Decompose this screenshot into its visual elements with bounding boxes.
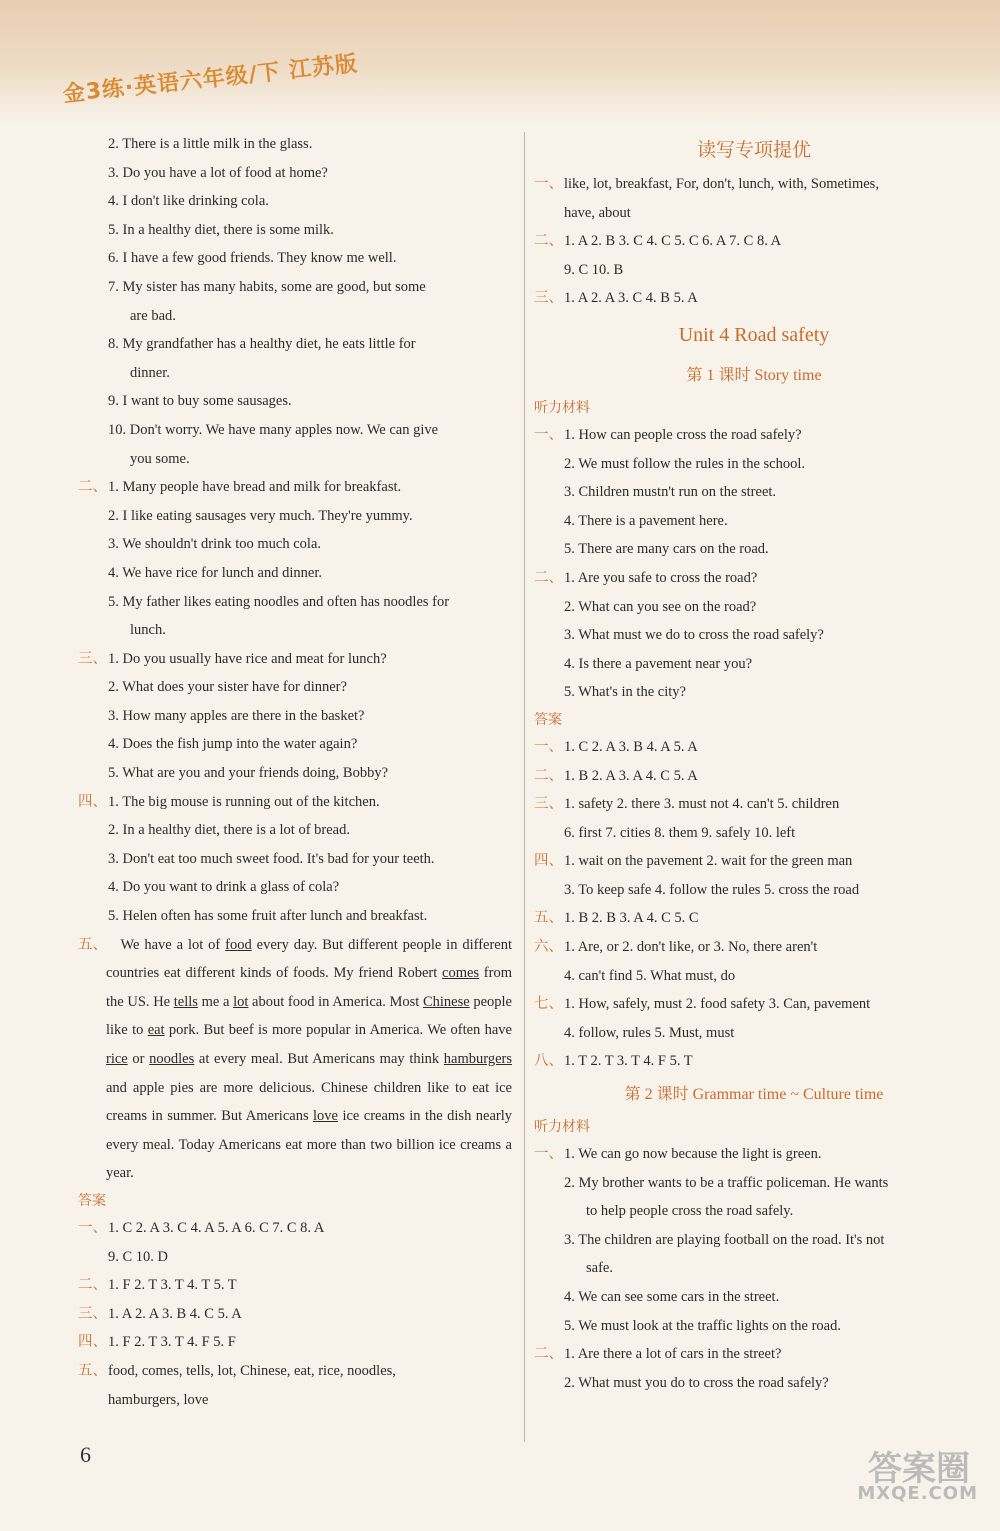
item-text: How many apples are there in the basket? [122,707,365,724]
left-column: 2. There is a little milk in the glass. 3. Do you have a lot of food at home? 4. I don't like drinking cola. 5. In a healthy diet, there is some milk. 6. I have a few good friends. They know me well. 7. My sister has many habits, some are good, but some are bad. 8. My grandfather has a healthy diet, he eats little for dinner. 9. I want to buy some sausages. 10. Don't worry. We have many apples now. We can give you some. 二、 1. Many people have bread and milk for breakfast. 2. I like eating sausages very much. They're yummy. 3. We shouldn't drink too much cola. 4. We have rice for lunch and dinner. 5. My father likes eating noodles and often has noodles for lunch. 三、 1. Do you usually have rice and meat for lunch? 2. What does your sister have for dinner? 3. How many apples are there in the basket? 4. Does the fish jump into the water again? 5. What are you and your friends doing, Bobby? 四、 1. The big mouse is running out of the kitchen. 2. In a healthy diet, there is a lot of bread. 3. Don't eat too much sweet food. It's bad for your teeth. 4. Do you want to drink a glass of cola? 5. Helen often has some fruit after lunch and breakfast. 五、 We have a lot of food every day. But different people in different countries eat different kinds of foods. My friend Robert comes from the US. He tells me a lot about food in America. Most Chinese people like to eat pork. But beef is more popular in America. We often have rice or noodles at every meal. But Americans may think hamburgers and apple pies are more delicious. Chinese children like to eat ice creams in summer. But Americans love ice creams in the dish nearly every meal. Today Americans eat more than two billion ice creams a year. 答案 一、 1. C 2. A 3. C 4. A 5. A 6. C 7. C 8. A 9. C 10. D 二、 1. F 2. T 3. T 4. T 5. T 三、 1. A 2. A 3. B 4. C 5. A 四、 1. F 2. T 3. T 4. F 5. F 五、 food, comes, tells, lot, Chinese, eat, rice, noodles, hamburgers, love [78,130,512,1414]
item-text: We can see some cars in the street. [578,1289,780,1305]
item-number: 3. [108,164,119,181]
item-continuation: you some. [130,450,190,467]
item-text: Children mustn't run on the street. [578,484,777,501]
item-number: 1. [564,426,575,443]
item-number: 5. [564,684,575,701]
item-text: Don't worry. We have many apples now. We can give [129,421,439,438]
lesson-1-section-1 [534,421,974,564]
item-text: My grandfather has a healthy diet, he eats little for [122,336,416,353]
section-4 [78,788,512,931]
answer-row [78,1271,512,1300]
item-text: We shouldn't drink too much cola. [122,536,322,553]
passage-text: about food in America. Most [248,993,423,1010]
section-mark: 一、 [78,1219,107,1236]
answer-text: 1. F 2. T 3. T 4. T 5. T [108,1277,237,1294]
item-text: Do you usually have rice and meat for lunch? [122,650,387,667]
answer-row [534,733,974,762]
answers-label: 答案 [534,711,562,728]
answer-text: 1. Are, or 2. don't like, or 3. No, there aren't [564,939,818,956]
answer-text: food, comes, tells, lot, Chinese, eat, rice, noodles, [108,1362,396,1379]
section-mark: 一、 [534,1146,563,1163]
section-mark: 三、 [534,290,563,307]
lesson-1-answers [534,733,974,1076]
list-item [78,416,512,445]
passage-text: and apple pies are more delicious. Chinese children like to eat ice creams in summer. But Americans [106,1079,512,1125]
answer-continuation: 6. first 7. cities 8. them 9. safely 10. left [564,824,796,841]
passage-text: We have a lot of [120,936,226,953]
item-text: In a healthy diet, there is some milk. [122,221,334,238]
answer-text: 1. A 2. B 3. C 4. C 5. C 6. A 7. C 8. A [564,233,782,250]
section-mark: 二、 [534,233,563,250]
answer-continuation: 9. C 10. B [564,261,624,278]
section-mark: 四、 [534,853,563,870]
item-text: Do you want to drink a glass of cola? [122,879,340,896]
answer-row [78,1357,512,1386]
list-item [78,502,512,531]
item-number: 3. [564,1231,575,1248]
section-mark: 七、 [534,996,563,1013]
answers-label: 答案 [78,1192,106,1209]
item-number: 1. [108,793,119,810]
item-number: 4. [564,512,575,529]
item-number: 4. [108,736,119,753]
blank-answer: noodles [149,1051,195,1067]
list-item [78,130,512,159]
item-text: We can go now because the light is green. [578,1146,822,1163]
item-number: 1. [108,650,119,667]
item-number: 2. [108,679,119,696]
item-number: 4. [108,564,119,581]
item-number: 2. [564,1374,575,1391]
passage-text: pork. But beef is more popular in America. We often have [164,1022,512,1039]
lesson-1-title: 第 1 课时 Story time [686,366,822,384]
blank-answer: love [313,1108,338,1125]
answer-text: like, lot, breakfast, For, don't, lunch, with, Sometimes, [564,176,879,192]
list-item [78,816,512,845]
lesson-1-section-2 [534,564,974,707]
item-continuation: to help people cross the road safely. [586,1203,794,1220]
list-item [78,187,512,216]
item-number: 9. [108,393,119,410]
section-mark: 三、 [78,650,107,667]
item-text: My brother wants to be a traffic policeman. He wants [578,1174,889,1191]
list-item [78,645,512,674]
section-mark: 二、 [78,479,107,496]
item-number: 7. [108,278,119,295]
answer-continuation: 9. C 10. D [108,1248,169,1265]
item-number: 5. [108,221,119,238]
item-text: There is a pavement here. [578,512,728,529]
item-continuation: lunch. [130,622,166,639]
section-mark: 六、 [534,939,563,956]
section-mark: 五、 [78,1362,107,1379]
answer-row [534,933,974,962]
list-item [78,244,512,273]
answer-text: 1. safety 2. there 3. must not 4. can't 5. children [564,796,840,813]
answer-text: 1. B 2. B 3. A 4. C 5. C [564,910,699,927]
answer-row [78,1300,512,1329]
list-item [534,478,974,507]
blank-answer: eat [147,1022,165,1039]
passage [78,931,512,1188]
list-item [78,159,512,188]
list-item [78,273,512,302]
list-item [534,1226,974,1255]
blank-answer: food [225,936,252,953]
list-item [534,1369,974,1398]
section-title: 读写专项提优 [696,139,811,161]
blank-answer: rice [106,1051,128,1067]
answer-row [78,1214,512,1243]
reading-writing-answers [534,170,974,313]
lesson-2-section-2 [534,1340,974,1397]
item-text: Are there a lot of cars in the street? [577,1346,782,1363]
section-mark: 二、 [534,767,563,784]
item-number: 6. [108,250,119,267]
item-number: 10. [108,421,127,438]
item-text: There are many cars on the road. [578,541,769,558]
item-text: The children are playing football on the road. It's not [578,1231,885,1248]
section-3 [78,645,512,788]
section-mark: 二、 [534,1346,563,1363]
item-text: What are you and your friends doing, Bobby? [122,765,389,782]
item-number: 1. [564,1346,575,1363]
item-text: Are you safe to cross the road? [577,569,758,586]
item-continuation: dinner. [130,364,170,381]
list-item [534,564,974,593]
answer-row [534,284,974,313]
passage-text: ice creams in the dish nearly every meal. Today Americans eat more than two billion ice creams a year. [106,1108,512,1182]
item-text: Is there a pavement near you? [578,655,753,672]
item-number: 2. [108,136,119,152]
section-mark: 三、 [78,1305,107,1322]
item-number: 2. [108,507,119,524]
item-number: 4. [564,1289,575,1305]
list-item [78,673,512,702]
passage-text: at every meal. But Americans may think [194,1051,444,1067]
list-item [78,730,512,759]
answer-text: 1. B 2. A 3. A 4. C 5. A [564,767,698,784]
item-number: 3. [564,484,575,501]
section-mark: 一、 [534,738,563,755]
answer-row [534,170,974,199]
section-mark: 五、 [534,910,563,927]
passage-text: from the US. He [106,965,512,1010]
item-text: I don't like drinking cola. [122,193,269,210]
item-number: 3. [564,627,575,644]
item-text: I like eating sausages very much. They're yummy. [122,507,413,524]
blank-answer: Chinese [422,993,470,1010]
answer-continuation: 4. can't find 5. What must, do [564,967,736,984]
list-item [534,535,974,564]
item-number: 8. [108,336,119,353]
item-text: How can people cross the road safely? [578,426,802,443]
listening-label: 听力材料 [534,399,590,416]
item-number: 5. [108,593,119,610]
section-mark: 三、 [534,796,563,813]
passage-text: people like to [106,993,512,1039]
answer-row [534,990,974,1019]
item-number: 1. [564,569,575,586]
item-number: 4. [108,193,119,210]
lesson-2-section-1 [534,1140,974,1340]
right-column [534,130,974,1397]
header-title: 金3练·英语六年级/下 江苏版 [61,51,360,108]
answer-continuation: hamburgers, love [108,1391,209,1408]
list-item [78,759,512,788]
list-item [534,1140,974,1169]
answer-row [534,1047,974,1076]
list-item [78,473,512,502]
item-text: I have a few good friends. They know me well. [122,250,397,267]
page-number: 6 [80,1442,91,1467]
answer-row [534,847,974,876]
list-item [534,1169,974,1198]
list-item [78,788,512,817]
item-number: 3. [108,850,119,867]
item-text: What's in the city? [578,684,686,701]
passage-text: every day. But different people in different countries eat different kinds of foods. My friend Robert [106,936,512,982]
answer-row [78,1328,512,1357]
section-mark: 八、 [534,1053,563,1070]
answer-row [534,904,974,933]
answer-text: 1. A 2. A 3. B 4. C 5. A [108,1305,242,1322]
item-number: 3. [108,536,119,553]
list-item [78,387,512,416]
item-continuation: are bad. [130,307,176,324]
answer-text: 1. wait on the pavement 2. wait for the green man [564,853,853,870]
list-item [534,1312,974,1341]
list-item [534,507,974,536]
item-number: 1. [564,1146,575,1163]
answer-continuation: 3. To keep safe 4. follow the rules 5. cross the road [564,881,860,898]
answer-row [534,790,974,819]
section-mark: 一、 [534,426,563,443]
item-text: Does the fish jump into the water again? [122,736,358,753]
list-item [534,450,974,479]
answer-text: 1. A 2. A 3. C 4. B 5. A [564,290,698,307]
list-item [534,650,974,679]
passage-text: me a [197,993,234,1010]
list-item [78,845,512,874]
listening-list [78,130,512,473]
item-text: I want to buy some sausages. [122,393,292,410]
item-number: 1. [108,479,119,496]
list-item [78,559,512,588]
item-text: Many people have bread and milk for breakfast. [122,479,402,496]
item-text: Don't eat too much sweet food. It's bad for your teeth. [122,850,435,867]
blank-answer: comes [442,965,480,982]
item-number: 2. [564,1174,575,1191]
item-number: 2. [564,455,575,472]
item-text: The big mouse is running out of the kitchen. [122,793,380,810]
answer-text: 1. How, safely, must 2. food safety 3. Can, pavement [564,996,871,1013]
list-item [78,216,512,245]
item-text: Do you have a lot of food at home? [122,164,328,181]
item-text: Helen often has some fruit after lunch and breakfast. [122,908,428,925]
listening-label: 听力材料 [534,1119,590,1136]
list-item [534,1283,974,1312]
header-band [0,0,1000,125]
answers-list [78,1214,512,1414]
item-text: What can you see on the road? [578,598,757,615]
item-number: 5. [108,765,119,782]
unit-title: Unit 4 Road safety [678,323,830,346]
column-divider [524,132,525,1442]
item-text: What must you do to cross the road safely? [578,1374,829,1391]
blank-answer: hamburgers [443,1051,512,1067]
item-text: What does your sister have for dinner? [122,679,347,696]
answer-row [534,227,974,256]
answer-continuation: 4. follow, rules 5. Must, must [564,1024,735,1041]
item-number: 5. [564,541,575,558]
lesson-2-title: 第 2 课时 Grammar time ~ Culture time [624,1086,884,1104]
item-number: 2. [564,598,575,615]
item-text: What must we do to cross the road safely? [578,627,824,644]
item-number: 3. [108,707,119,724]
list-item [78,330,512,359]
answer-text: 1. F 2. T 3. T 4. F 5. F [108,1334,236,1351]
item-number: 4. [564,655,575,672]
item-text: We must follow the rules in the school. [578,455,806,472]
item-number: 2. [108,822,119,839]
item-text: My father likes eating noodles and often has noodles for [122,593,450,610]
list-item [534,621,974,650]
section-2 [78,473,512,645]
item-text: There is a little milk in the glass. [122,136,313,152]
list-item [534,678,974,707]
blank-answer: lot [233,993,249,1010]
item-number: 5. [108,908,119,925]
list-item [78,873,512,902]
item-text: We have rice for lunch and dinner. [122,564,322,581]
section-mark: 四、 [78,1334,107,1351]
list-item [78,902,512,931]
list-item [78,702,512,731]
passage-text: or [127,1051,150,1067]
item-text: We must look at the traffic lights on the road. [578,1317,841,1334]
list-item [534,421,974,450]
item-text: My sister has many habits, some are good, but some [122,278,426,295]
section-mark: 二、 [534,569,563,586]
answer-text: 1. T 2. T 3. T 4. F 5. T [564,1053,693,1070]
item-text: In a healthy diet, there is a lot of bread. [122,822,350,839]
answer-continuation: have, about [564,204,631,221]
answer-text: 1. C 2. A 3. C 4. A 5. A 6. C 7. C 8. A [108,1219,325,1236]
list-item [534,593,974,622]
blank-answer: tells [173,993,198,1010]
section-mark: 一、 [534,176,563,192]
list-item [534,1340,974,1369]
answer-text: 1. C 2. A 3. B 4. A 5. A [564,738,698,755]
list-item [78,530,512,559]
item-number: 5. [564,1317,575,1334]
section-mark: 二、 [78,1277,107,1294]
watermark-logo: 答案圈 MXQE.COM [857,1449,978,1504]
section-mark: 四、 [78,793,107,810]
item-number: 4. [108,879,119,896]
item-continuation: safe. [586,1260,613,1277]
answer-row [534,762,974,791]
list-item [78,588,512,617]
